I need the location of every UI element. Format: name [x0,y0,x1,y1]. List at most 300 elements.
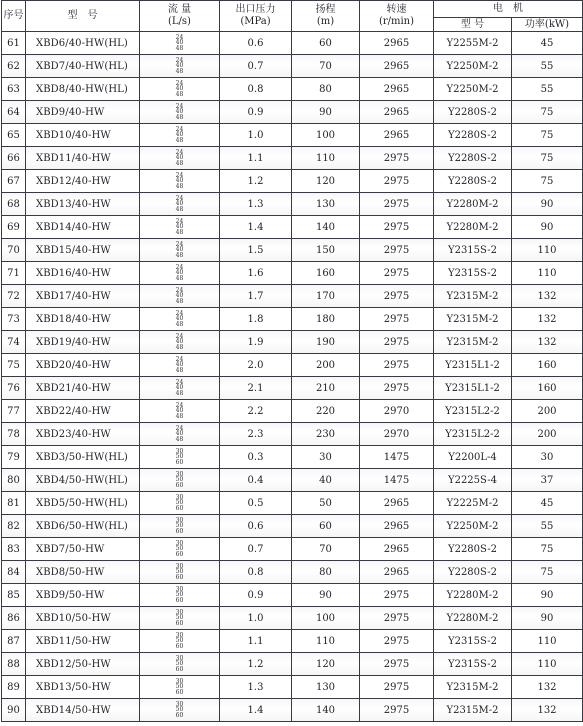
motor-model: Y2280S-2 [434,124,512,147]
motor-power: 90 [512,607,583,630]
outlet-pressure: 0.7 [220,55,292,78]
flow-values [140,32,220,55]
motor-model: Y2315M-2 [434,699,512,722]
outlet-pressure: 0.9 [220,584,292,607]
pump-head: 180 [292,308,360,331]
flow-value: 24 [175,194,184,202]
table-row [2,262,583,285]
outlet-pressure: 0.8 [220,78,292,101]
flow-value: 30 [175,608,184,616]
row-number: 76 [2,377,26,400]
outlet-pressure: 0.7 [220,538,292,561]
table-row [2,78,583,101]
flow-values [140,446,220,469]
rotation-speed: 2970 [360,400,434,423]
flow-value: 40 [175,315,184,323]
motor-power: 55 [512,78,583,101]
motor-model: Y2315M-2 [434,285,512,308]
table-row [2,561,583,584]
row-number: 88 [2,653,26,676]
motor-power: 30 [512,446,583,469]
flow-value: 30 [175,700,184,708]
outlet-pressure: 1.0 [220,607,292,630]
flow-value: 60 [175,596,184,604]
outlet-pressure: 2.2 [220,400,292,423]
table-row [2,630,583,653]
motor-power: 160 [512,354,583,377]
flow-value: 40 [175,131,184,139]
flow-values [140,124,220,147]
pump-head: 50 [292,492,360,515]
rotation-speed: 1475 [360,469,434,492]
pump-model: XBD16/40-HW [26,262,140,285]
pump-model: XBD9/40-HW [26,101,140,124]
rotation-speed: 2965 [360,561,434,584]
flow-value: 50 [175,591,184,599]
pump-model: XBD12/50-HW [26,653,140,676]
flow-values [140,285,220,308]
table-row [2,147,583,170]
motor-model: Y2315M-2 [434,676,512,699]
pump-head: 100 [292,607,360,630]
header-seq: 序号 [2,1,26,32]
rotation-speed: 2965 [360,515,434,538]
row-number: 67 [2,170,26,193]
row-number: 87 [2,630,26,653]
flow-value: 30 [175,470,184,478]
motor-power: 200 [512,400,583,423]
flow-value: 48 [175,113,184,121]
flow-values [140,101,220,124]
pump-model: XBD7/50-HW [26,538,140,561]
flow-value: 60 [175,688,184,696]
flow-value: 60 [175,481,184,489]
outlet-pressure: 0.6 [220,32,292,55]
header-speed-label: 转速 [386,4,407,15]
table-row [2,101,583,124]
pump-head: 80 [292,78,360,101]
row-number: 61 [2,32,26,55]
table-row [2,331,583,354]
header-flow-label: 流 量 [167,4,192,15]
pump-model: XBD6/50-HW(HL) [26,515,140,538]
motor-model: Y2280M-2 [434,584,512,607]
flow-value: 40 [175,154,184,162]
pump-model: XBD19/40-HW [26,331,140,354]
motor-model: Y2200L-4 [434,446,512,469]
outlet-pressure: 0.5 [220,492,292,515]
rotation-speed: 2975 [360,354,434,377]
pump-head: 40 [292,469,360,492]
flow-value: 60 [175,619,184,627]
flow-value: 48 [175,90,184,98]
pump-head: 190 [292,331,360,354]
pump-model: XBD20/40-HW [26,354,140,377]
pump-model: XBD12/40-HW [26,170,140,193]
table-row [2,216,583,239]
motor-power: 110 [512,630,583,653]
motor-power: 75 [512,170,583,193]
flow-value: 48 [175,228,184,236]
flow-value: 40 [175,85,184,93]
pump-model: XBD10/50-HW [26,607,140,630]
table-row [2,239,583,262]
flow-value: 48 [175,67,184,75]
motor-model: Y2315S-2 [434,239,512,262]
pump-model: XBD13/50-HW [26,676,140,699]
flow-value: 60 [175,504,184,512]
motor-model: Y2250M-2 [434,55,512,78]
flow-values [140,78,220,101]
motor-model: Y2250M-2 [434,515,512,538]
pump-head: 80 [292,561,360,584]
pump-head: 220 [292,400,360,423]
flow-value: 30 [175,562,184,570]
table-row [2,607,583,630]
outlet-pressure: 1.4 [220,216,292,239]
motor-model: Y2280M-2 [434,216,512,239]
flow-value: 40 [175,246,184,254]
outlet-pressure: 1.9 [220,331,292,354]
flow-values [140,653,220,676]
motor-power: 110 [512,262,583,285]
pump-head: 100 [292,124,360,147]
motor-model: Y2315S-2 [434,262,512,285]
outlet-pressure: 0.4 [220,469,292,492]
outlet-pressure: 2.3 [220,423,292,446]
pump-head: 70 [292,538,360,561]
table-row [2,55,583,78]
header-motor-power: 功率(kW) [512,18,583,32]
rotation-speed: 2965 [360,538,434,561]
row-number: 66 [2,147,26,170]
motor-model: Y2280S-2 [434,170,512,193]
flow-value: 60 [175,665,184,673]
flow-value: 50 [175,499,184,507]
flow-value: 40 [175,292,184,300]
header-flow [140,1,220,32]
flow-value: 40 [175,338,184,346]
flow-values [140,561,220,584]
motor-model: Y2315S-2 [434,653,512,676]
pump-model: XBD14/40-HW [26,216,140,239]
motor-power: 160 [512,377,583,400]
flow-values [140,492,220,515]
flow-values [140,630,220,653]
pump-model: XBD5/50-HW(HL) [26,492,140,515]
outlet-pressure: 2.0 [220,354,292,377]
pump-model: XBD11/40-HW [26,147,140,170]
rotation-speed: 2975 [360,285,434,308]
pump-head: 130 [292,676,360,699]
motor-model: Y2315M-2 [434,308,512,331]
flow-value: 48 [175,389,184,397]
flow-values [140,400,220,423]
pump-head: 200 [292,354,360,377]
pump-head: 120 [292,653,360,676]
row-number: 63 [2,78,26,101]
flow-value: 48 [175,412,184,420]
motor-model: Y2280M-2 [434,193,512,216]
pump-head: 230 [292,423,360,446]
table-row [2,285,583,308]
motor-power: 90 [512,584,583,607]
motor-power: 132 [512,331,583,354]
motor-power: 132 [512,285,583,308]
pump-model: XBD7/40-HW(HL) [26,55,140,78]
flow-values [140,354,220,377]
flow-value: 48 [175,297,184,305]
flow-value: 50 [175,568,184,576]
pump-model: XBD10/40-HW [26,124,140,147]
motor-model: Y2225S-4 [434,469,512,492]
flow-value: 24 [175,240,184,248]
pump-model: XBD8/40-HW(HL) [26,78,140,101]
flow-value: 24 [175,79,184,87]
outlet-pressure: 1.2 [220,653,292,676]
outlet-pressure: 2.1 [220,377,292,400]
header-pressure-label: 出口压力 [235,4,276,15]
flow-value: 24 [175,424,184,432]
row-number: 86 [2,607,26,630]
table-row [2,469,583,492]
pump-head: 120 [292,170,360,193]
outlet-pressure: 1.2 [220,170,292,193]
table-row [2,676,583,699]
flow-value: 40 [175,407,184,415]
row-number: 64 [2,101,26,124]
table-row [2,170,583,193]
row-number: 79 [2,446,26,469]
flow-value: 24 [175,56,184,64]
motor-power: 75 [512,147,583,170]
row-number: 65 [2,124,26,147]
flow-value: 48 [175,274,184,282]
flow-value: 50 [175,453,184,461]
outlet-pressure: 1.8 [220,308,292,331]
pump-head: 140 [292,699,360,722]
pump-head: 90 [292,101,360,124]
pump-head: 60 [292,515,360,538]
flow-value: 40 [175,108,184,116]
motor-power: 55 [512,515,583,538]
motor-power: 45 [512,32,583,55]
row-number: 75 [2,354,26,377]
rotation-speed: 2965 [360,124,434,147]
flow-value: 48 [175,251,184,259]
motor-power: 132 [512,676,583,699]
flow-value: 40 [175,223,184,231]
row-number: 73 [2,308,26,331]
motor-power: 110 [512,653,583,676]
row-number: 62 [2,55,26,78]
flow-value: 60 [175,458,184,466]
outlet-pressure: 1.1 [220,630,292,653]
header-speed-unit: (r/min) [378,16,415,27]
row-number: 81 [2,492,26,515]
table-row [2,354,583,377]
header-speed [360,1,434,32]
flow-values [140,193,220,216]
flow-values [140,515,220,538]
motor-model: Y2315L2-2 [434,423,512,446]
flow-values [140,262,220,285]
flow-value: 50 [175,683,184,691]
motor-model: Y2315L2-2 [434,400,512,423]
rotation-speed: 2975 [360,653,434,676]
flow-value: 24 [175,401,184,409]
table-row [2,515,583,538]
row-number: 89 [2,676,26,699]
outlet-pressure: 0.3 [220,446,292,469]
outlet-pressure: 1.4 [220,699,292,722]
rotation-speed: 2975 [360,584,434,607]
row-number: 80 [2,469,26,492]
flow-value: 30 [175,516,184,524]
pump-model: XBD3/50-HW(HL) [26,446,140,469]
flow-value: 50 [175,522,184,530]
flow-value: 50 [175,637,184,645]
table-row [2,32,583,55]
header-motor-model: 型 号 [434,18,512,32]
flow-value: 40 [175,384,184,392]
rotation-speed: 2965 [360,32,434,55]
outlet-pressure: 0.9 [220,101,292,124]
rotation-speed: 2975 [360,262,434,285]
pump-model: XBD15/40-HW [26,239,140,262]
pump-model: XBD14/50-HW [26,699,140,722]
motor-model: Y2280S-2 [434,101,512,124]
flow-value: 40 [175,177,184,185]
flow-value: 50 [175,476,184,484]
row-number: 90 [2,699,26,722]
rotation-speed: 2965 [360,55,434,78]
motor-model: Y2315M-2 [434,331,512,354]
flow-value: 40 [175,430,184,438]
flow-value: 24 [175,309,184,317]
rotation-speed: 2975 [360,193,434,216]
motor-power: 200 [512,423,583,446]
pump-head: 70 [292,55,360,78]
rotation-speed: 2975 [360,308,434,331]
row-number: 69 [2,216,26,239]
flow-value: 50 [175,545,184,553]
flow-value: 40 [175,62,184,70]
table-row [2,653,583,676]
pump-head: 160 [292,262,360,285]
pump-head: 110 [292,147,360,170]
outlet-pressure: 1.6 [220,262,292,285]
table-row [2,699,583,722]
rotation-speed: 2965 [360,101,434,124]
flow-value: 24 [175,378,184,386]
row-number: 82 [2,515,26,538]
motor-power: 45 [512,492,583,515]
pump-head: 210 [292,377,360,400]
pump-model: XBD8/50-HW [26,561,140,584]
flow-value: 30 [175,447,184,455]
motor-model: Y2315S-2 [434,630,512,653]
flow-value: 24 [175,171,184,179]
pump-model: XBD23/40-HW [26,423,140,446]
flow-value: 60 [175,711,184,719]
flow-value: 24 [175,332,184,340]
flow-value: 48 [175,320,184,328]
flow-values [140,216,220,239]
flow-values [140,170,220,193]
flow-value: 40 [175,39,184,47]
motor-model: Y2315L1-2 [434,354,512,377]
motor-power: 132 [512,699,583,722]
pump-head: 60 [292,32,360,55]
row-number: 84 [2,561,26,584]
row-number: 74 [2,331,26,354]
flow-value: 50 [175,614,184,622]
flow-value: 30 [175,631,184,639]
pump-head: 90 [292,584,360,607]
pump-spec-table [1,0,583,722]
table-row [2,124,583,147]
flow-value: 40 [175,200,184,208]
flow-value: 50 [175,706,184,714]
flow-value: 48 [175,343,184,351]
header-flow-unit: (L/s) [168,16,191,27]
header-pressure-unit: (MPa) [240,16,271,27]
pump-model: XBD22/40-HW [26,400,140,423]
flow-value: 60 [175,573,184,581]
outlet-pressure: 1.1 [220,147,292,170]
outlet-pressure: 0.8 [220,561,292,584]
table-header [2,1,583,32]
rotation-speed: 2965 [360,78,434,101]
flow-value: 24 [175,125,184,133]
pump-model: XBD13/40-HW [26,193,140,216]
pump-model: XBD6/40-HW(HL) [26,32,140,55]
motor-model: Y2280S-2 [434,147,512,170]
table-row [2,193,583,216]
flow-value: 48 [175,182,184,190]
row-number: 78 [2,423,26,446]
flow-value: 30 [175,677,184,685]
flow-values [140,584,220,607]
flow-values [140,147,220,170]
flow-value: 48 [175,159,184,167]
table-row [2,446,583,469]
motor-model: Y2315L1-2 [434,377,512,400]
flow-value: 24 [175,263,184,271]
flow-value: 24 [175,102,184,110]
motor-power: 90 [512,193,583,216]
table-row [2,377,583,400]
rotation-speed: 2975 [360,170,434,193]
table-row [2,308,583,331]
pump-head: 170 [292,285,360,308]
flow-value: 24 [175,33,184,41]
motor-model: Y2280S-2 [434,538,512,561]
rotation-speed: 2975 [360,216,434,239]
pump-model: XBD4/50-HW(HL) [26,469,140,492]
motor-model: Y2250M-2 [434,78,512,101]
flow-values [140,331,220,354]
rotation-speed: 2975 [360,331,434,354]
header-head-unit: (m) [316,16,335,27]
rotation-speed: 2975 [360,676,434,699]
motor-model: Y2255M-2 [434,32,512,55]
row-number: 68 [2,193,26,216]
rotation-speed: 2975 [360,147,434,170]
pump-head: 130 [292,193,360,216]
flow-values [140,423,220,446]
